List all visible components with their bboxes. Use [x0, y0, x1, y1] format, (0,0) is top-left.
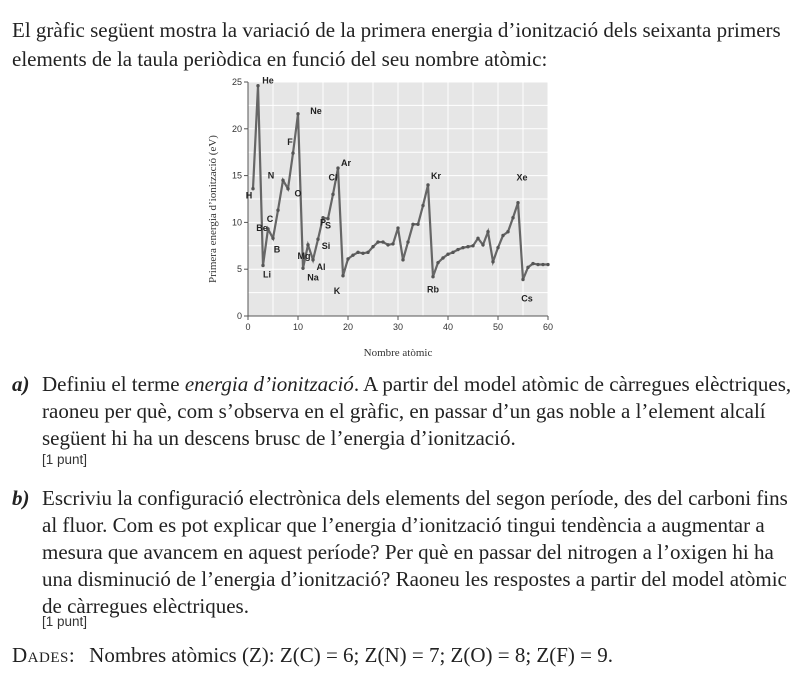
data-point [311, 258, 314, 261]
data-point [361, 252, 364, 255]
data-point [306, 243, 309, 246]
data-point [471, 244, 474, 247]
data-point [296, 112, 299, 115]
data-point [511, 216, 514, 219]
element-label-b: B [273, 244, 281, 255]
element-label-li: Li [263, 269, 271, 280]
data-point [396, 226, 399, 229]
element-label-ar: Ar [340, 158, 352, 169]
data-point [501, 234, 504, 237]
element-label-o: O [294, 188, 302, 199]
question-text [42, 371, 797, 452]
data-point [301, 267, 304, 270]
data-point [256, 84, 259, 87]
element-label-n: N [267, 170, 275, 181]
element-label-s: S [324, 220, 332, 231]
element-label-be: Be [256, 222, 268, 233]
data-point [496, 246, 499, 249]
data-point [391, 242, 394, 245]
data-point [541, 263, 544, 266]
data-point [461, 246, 464, 249]
data-point [291, 151, 294, 154]
data-point [316, 238, 319, 241]
data-point [356, 251, 359, 254]
data-point [481, 243, 484, 246]
element-label-k: K [333, 285, 341, 296]
question-b [12, 485, 797, 620]
y-tick-label: 10 [231, 217, 242, 228]
data-point [456, 248, 459, 251]
x-tick-label: 0 [245, 322, 251, 332]
data-point [336, 166, 339, 169]
data-point [436, 261, 439, 264]
data-point [281, 179, 284, 182]
element-label-cs: Cs [521, 293, 533, 304]
element-label-na: Na [307, 272, 319, 283]
data-point [506, 230, 509, 233]
data-point [531, 262, 534, 265]
x-tick-label: 30 [392, 322, 404, 332]
data-point [366, 251, 369, 254]
x-tick-label: 20 [342, 322, 354, 332]
data-point [401, 258, 404, 261]
question-letter: a) [12, 372, 30, 396]
element-label-he: He [262, 75, 274, 86]
data-point [476, 237, 479, 240]
chart-svg [200, 74, 570, 366]
question-a [12, 371, 797, 452]
points-label: [1 punt] [42, 452, 88, 467]
data-point [261, 264, 264, 267]
data-point [416, 223, 419, 226]
element-label-p: P [319, 217, 327, 228]
element-label-ne: Ne [310, 105, 322, 116]
x-axis-label: Nombre atòmic [363, 347, 433, 359]
y-tick-label: 15 [231, 170, 242, 181]
data-point [486, 230, 489, 233]
data-point [346, 257, 349, 260]
data-point [386, 243, 389, 246]
data-point [371, 245, 374, 248]
data-point [431, 275, 434, 278]
data-point [451, 251, 454, 254]
dades-label: Dades: [12, 643, 76, 667]
x-tick-label: 60 [542, 322, 554, 332]
points-label: [1 punt] [42, 614, 88, 629]
data-point [521, 278, 524, 281]
data-point [516, 201, 519, 204]
data-point [331, 193, 334, 196]
element-label-c: C [266, 214, 274, 225]
element-label-cl: Cl [328, 172, 338, 183]
data-point [286, 187, 289, 190]
data-point [341, 274, 344, 277]
element-label-rb: Rb [427, 284, 439, 295]
question-letter: b) [12, 486, 30, 510]
element-label-xe: Xe [516, 172, 528, 183]
data-point [546, 263, 549, 266]
data-point [446, 253, 449, 256]
data-point [526, 266, 529, 269]
ionization-energy-chart [200, 74, 570, 370]
y-axis-label: Primera energia d’ionització (eV) [207, 135, 219, 283]
data-point [406, 240, 409, 243]
y-tick-label: 5 [236, 264, 242, 275]
y-tick-label: 20 [231, 123, 242, 134]
element-label-al: Al [316, 261, 326, 272]
dades-text: Nombres atòmics (Z): Z(C) = 6; Z(N) = 7; Z(O) = 8; Z(F) = 9. [89, 643, 614, 667]
data-point [276, 209, 279, 212]
y-tick-label: 25 [231, 77, 242, 87]
data-point [536, 263, 539, 266]
y-tick-label: 0 [236, 311, 242, 321]
element-label-si: Si [321, 241, 331, 252]
question-text-part: Definiu el terme [42, 372, 185, 396]
question-text-part: . A partir del model atòmic de càrregues elèctriques, raoneu per què, com s’observa en el gràfic, en passar d’un gas noble a l’element alcalí següent hi ha un descens brusc de l’energia d’ionització. [42, 372, 792, 450]
data-point [421, 204, 424, 207]
data-point [271, 237, 274, 240]
data-point [381, 240, 384, 243]
intro-text: El gràfic següent mostra la variació de la primera energia d’ionització dels seixanta primers elements de la taula periòdica en funció del seu nombre atòmic: [12, 18, 781, 71]
data-point [351, 253, 354, 256]
x-tick-label: 50 [492, 322, 504, 332]
element-label-kr: Kr [430, 170, 442, 181]
x-tick-label: 10 [292, 322, 304, 332]
data-point [441, 256, 444, 259]
data-point [426, 183, 429, 186]
data-point [466, 245, 469, 248]
data-point [376, 240, 379, 243]
question-term: energia d’ionització [184, 372, 354, 396]
data-point [411, 223, 414, 226]
element-label-mg: Mg [297, 250, 311, 261]
data-point [491, 260, 494, 263]
question-text: Escriviu la configuració electrònica dels elements del segon període, des del carboni fins al fluor. Com es pot explicar que l’energia d’ionització tingui tendència a augmentar a mesura que avancem en aquest període? Per què en passar del nitrogen a l’oxigen hi ha una disminució de l’energia d’ionització? Raoneu les respostes a partir del model atòmic de càrregues elèctriques. [42, 486, 788, 618]
x-tick-label: 40 [442, 322, 454, 332]
element-label-h: H [245, 190, 253, 201]
element-label-f: F [287, 137, 293, 148]
dades-line [12, 643, 613, 668]
